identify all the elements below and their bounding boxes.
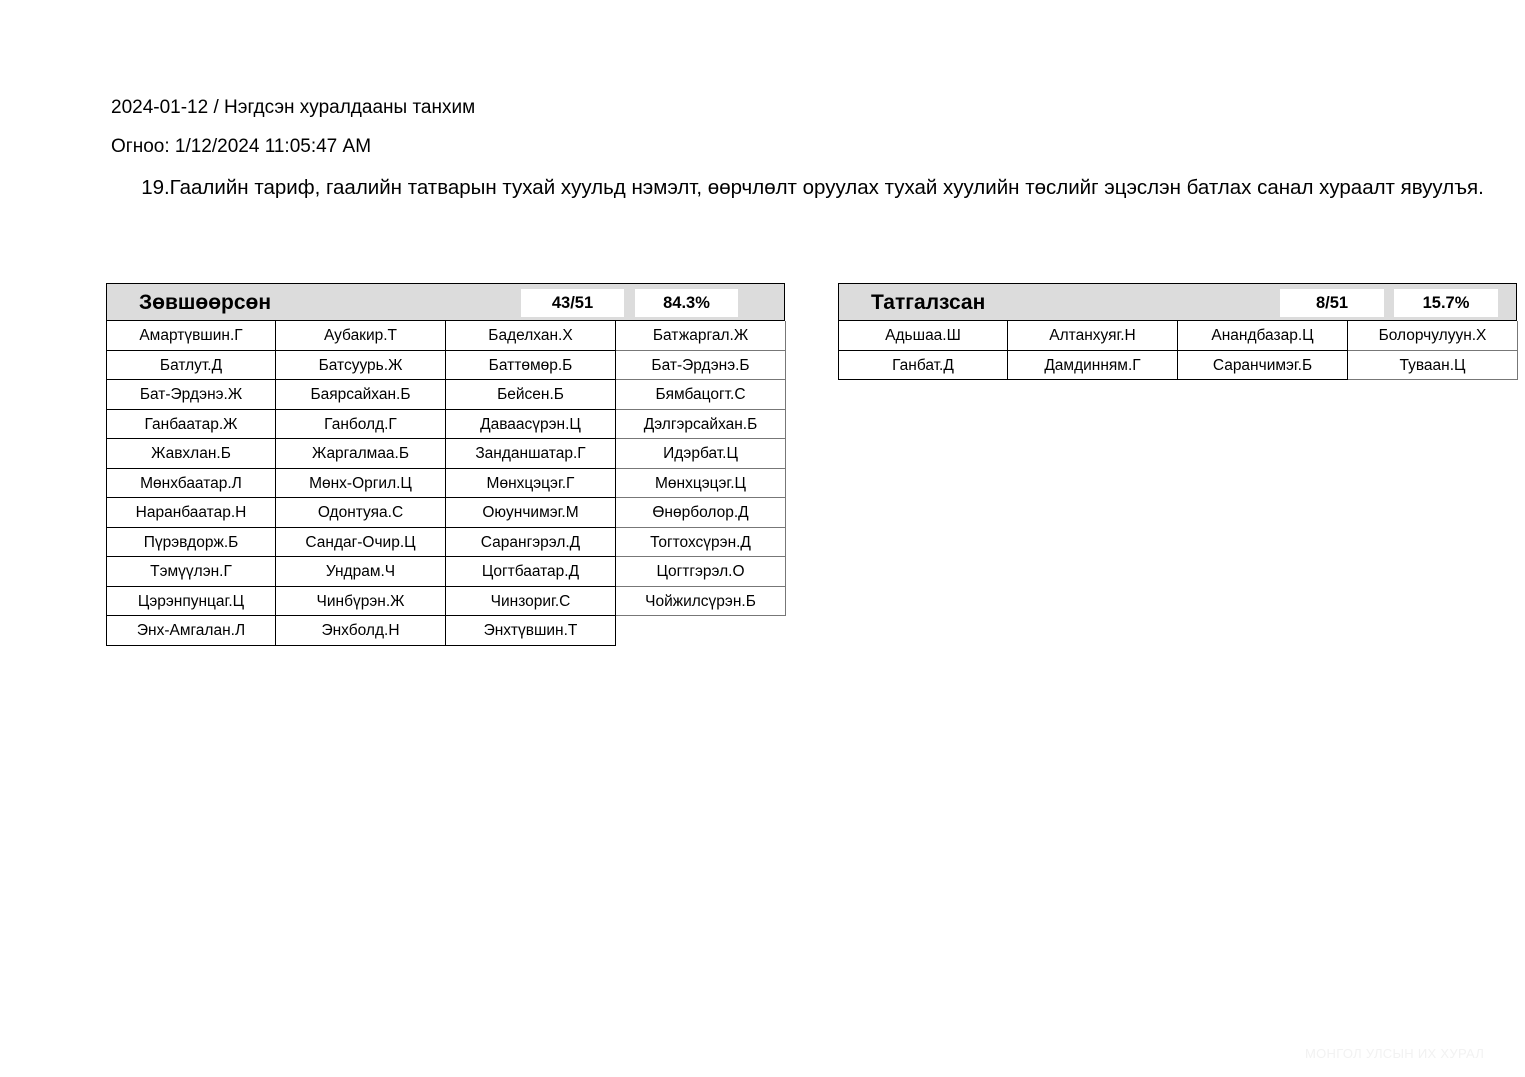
member-name-cell: Сарангэрэл.Д bbox=[446, 528, 616, 558]
member-name-cell: Пүрэвдорж.Б bbox=[106, 528, 276, 558]
member-name-cell: Баярсайхан.Б bbox=[276, 380, 446, 410]
approved-count: 43/51 bbox=[521, 289, 624, 317]
member-name-cell: Тэмүүлэн.Г bbox=[106, 557, 276, 587]
member-name-cell: Баделхан.Х bbox=[446, 321, 616, 351]
member-name-cell: Бат-Эрдэнэ.Б bbox=[616, 351, 786, 381]
approved-percent: 84.3% bbox=[635, 289, 738, 317]
member-name-cell: Тогтохсүрэн.Д bbox=[616, 528, 786, 558]
rejected-count: 8/51 bbox=[1280, 289, 1384, 317]
approved-title: Зөвшөөрсөн bbox=[139, 291, 272, 314]
member-name-cell: Чойжилсүрэн.Б bbox=[616, 587, 786, 617]
member-name-cell: Занданшатар.Г bbox=[446, 439, 616, 469]
session-title: 2024-01-12 / Нэгдсэн хуралдааны танхим bbox=[111, 97, 476, 118]
member-name-cell: Батлут.Д bbox=[106, 351, 276, 381]
member-name-cell: Даваасүрэн.Ц bbox=[446, 410, 616, 440]
member-name-cell: Алтанхуяг.Н bbox=[1008, 321, 1178, 351]
member-name-cell: Туваан.Ц bbox=[1348, 351, 1518, 381]
member-name-cell: Бат-Эрдэнэ.Ж bbox=[106, 380, 276, 410]
member-name-cell: Энхболд.Н bbox=[276, 616, 446, 646]
rejected-title: Татгалзсан bbox=[871, 291, 986, 314]
member-name-cell: Аубакир.Т bbox=[276, 321, 446, 351]
member-name-cell: Оюунчимэг.М bbox=[446, 498, 616, 528]
member-name-cell: Дамдинням.Г bbox=[1008, 351, 1178, 381]
member-name-cell: Баттөмөр.Б bbox=[446, 351, 616, 381]
member-name-cell: Жаргалмаа.Б bbox=[276, 439, 446, 469]
member-name-cell: Чинбүрэн.Ж bbox=[276, 587, 446, 617]
approved-names-table bbox=[106, 321, 785, 646]
member-name-cell: Цэрэнпунцаг.Ц bbox=[106, 587, 276, 617]
member-name-cell: Саранчимэг.Б bbox=[1178, 351, 1348, 381]
member-name-cell: Өнөрболор.Д bbox=[616, 498, 786, 528]
rejected-names-table bbox=[838, 321, 1517, 380]
member-name-cell: Ганбат.Д bbox=[838, 351, 1008, 381]
member-name-cell: Анандбазар.Ц bbox=[1178, 321, 1348, 351]
member-name-cell: Сандаг-Очир.Ц bbox=[276, 528, 446, 558]
member-name-cell: Цогтгэрэл.О bbox=[616, 557, 786, 587]
member-name-cell: Чинзориг.С bbox=[446, 587, 616, 617]
member-name-cell: Наранбаатар.Н bbox=[106, 498, 276, 528]
member-name-cell: Бейсен.Б bbox=[446, 380, 616, 410]
member-name-cell: Дэлгэрсайхан.Б bbox=[616, 410, 786, 440]
member-name-cell: Идэрбат.Ц bbox=[616, 439, 786, 469]
member-name-cell: Ганболд.Г bbox=[276, 410, 446, 440]
member-name-cell: Энх-Амгалан.Л bbox=[106, 616, 276, 646]
member-name-cell: Жавхлан.Б bbox=[106, 439, 276, 469]
rejected-header bbox=[838, 283, 1517, 321]
member-name-cell: Адьшаа.Ш bbox=[838, 321, 1008, 351]
member-name-cell: Амартүвшин.Г bbox=[106, 321, 276, 351]
member-name-cell: Мөнх-Оргил.Ц bbox=[276, 469, 446, 499]
rejected-panel bbox=[838, 283, 1517, 380]
member-name-cell: Мөнхбаатар.Л bbox=[106, 469, 276, 499]
approved-header bbox=[106, 283, 785, 321]
approved-panel bbox=[106, 283, 785, 646]
member-name-cell: Бямбацогт.С bbox=[616, 380, 786, 410]
member-name-cell: Ундрам.Ч bbox=[276, 557, 446, 587]
member-name-cell: Батжаргал.Ж bbox=[616, 321, 786, 351]
member-name-cell: Одонтуяа.С bbox=[276, 498, 446, 528]
member-name-cell: Ганбаатар.Ж bbox=[106, 410, 276, 440]
member-name-cell: Энхтүвшин.Т bbox=[446, 616, 616, 646]
vote-question: 19.Гаалийн тариф, гаалийн татварын тухай хуульд нэмэлт, өөрчлөлт оруулах тухай хуулийн төслийг эцэслэн батлах санал хураалт явуулъя. bbox=[141, 176, 1484, 199]
vote-date: Огноо: 1/12/2024 11:05:47 AM bbox=[111, 136, 372, 157]
member-name-cell: Батсуурь.Ж bbox=[276, 351, 446, 381]
member-name-cell: Мөнхцэцэг.Г bbox=[446, 469, 616, 499]
member-name-cell: Мөнхцэцэг.Ц bbox=[616, 469, 786, 499]
rejected-percent: 15.7% bbox=[1394, 289, 1498, 317]
member-name-cell: Цогтбаатар.Д bbox=[446, 557, 616, 587]
member-name-cell: Болорчулуун.Х bbox=[1348, 321, 1518, 351]
watermark-text: МОНГОЛ УЛСЫН ИХ ХУРАЛ bbox=[1305, 1046, 1485, 1061]
